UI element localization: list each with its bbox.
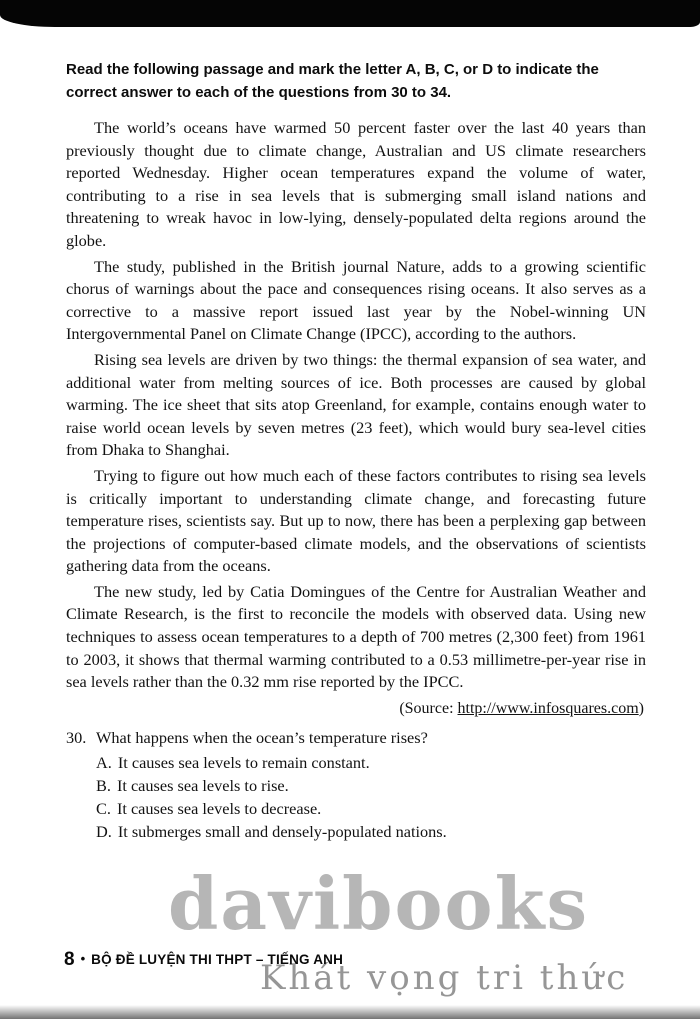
page-footer [64,949,343,971]
source-url: http://www.infosquares.com [457,699,639,717]
page-number: 8 [64,949,75,970]
book-title: BỘ ĐỀ LUYỆN THI THPT – TIẾNG ANH [91,952,344,967]
option-b-text: It causes sea levels to rise. [116,775,289,795]
question-30 [66,726,646,843]
question-number: 30. [66,727,87,747]
scan-top-edge [0,0,700,27]
passage-paragraph-5: The new study, led by Catia Domingues of the Centre for Australian Weather and Climate Research, is the first to reconcile the models with observed data. Using new techniques to assess ocean temperatures to a depth of 700 metres (2,300 feet) from 1961 to 2003, it shows that thermal warming contributed to a 0.53 millimetre-per-year rise in sea levels rather than the 0.32 mm rise reported by the IPCC. [66,581,646,692]
question-text: What happens when the ocean’s temperature rises? [96,727,428,747]
option-d [66,820,646,843]
watermark-slogan: Khát vọng tri thức [260,958,629,998]
watermark-davibooks: davibooks [168,861,589,946]
source-suffix: ) [638,699,644,717]
option-b-label: B. [96,775,111,795]
option-d-text: It submerges small and densely-populated nations. [117,821,447,841]
passage-paragraph-1: The world’s oceans have warmed 50 percent faster over the last 40 years than previously thought due to climate change, Australian and US climate researchers reported Wednesday. Higher ocean temperatures expand the volume of water, contributing to a rise in sea levels that is submerging small island nations and threatening to wreak havoc in low-lying, densely-populated delta regions around the globe. [66,118,646,250]
reading-instruction: Read the following passage and mark the letter A, B, C, or D to indicate the correct answer to each of the questions from 30 to 34. [66,61,599,101]
passage-paragraph-3: Rising sea levels are driven by two things: the thermal expansion of sea water, and additional water from melting sources of ice. Both processes are caused by global warming. The ice sheet that sits atop Greenland, for example, contains enough water to raise world ocean levels by seven metres (23 feet), which would bury sea-level cities from Dhaka to Shanghai. [66,349,646,460]
option-c [66,797,646,820]
option-d-label: D. [96,821,112,841]
option-a-text: It causes sea levels to remain constant. [117,752,370,772]
scan-bottom-edge [0,1005,700,1019]
option-c-text: It causes sea levels to decrease. [116,798,322,818]
option-c-label: C. [96,798,111,818]
page-content [66,58,646,843]
source-line [66,698,644,720]
source-prefix: (Source: [399,699,458,717]
option-a [66,751,646,774]
footer-separator: • [80,951,86,966]
option-a-label: A. [96,752,112,772]
option-b [66,774,646,797]
passage-paragraph-2: The study, published in the British journal Nature, adds to a growing scientific chorus of warnings about the pace and consequences rising oceans. It also serves as a corrective to a massive report issued last year by the Nobel-winning UN Intergovernmental Panel on Climate Change (IPCC), according to the authors. [66,256,646,344]
passage-paragraph-4: Trying to figure out how much each of these factors contributes to rising sea levels is critically important to understanding climate change, and forecasting future temperature rises, scientists say. But up to now, there has been a perplexing gap between the projections of computer-based climate models, and the observations of scientists gathering data from the oceans. [66,465,646,576]
question-line [66,726,646,749]
reading-passage [66,117,646,694]
